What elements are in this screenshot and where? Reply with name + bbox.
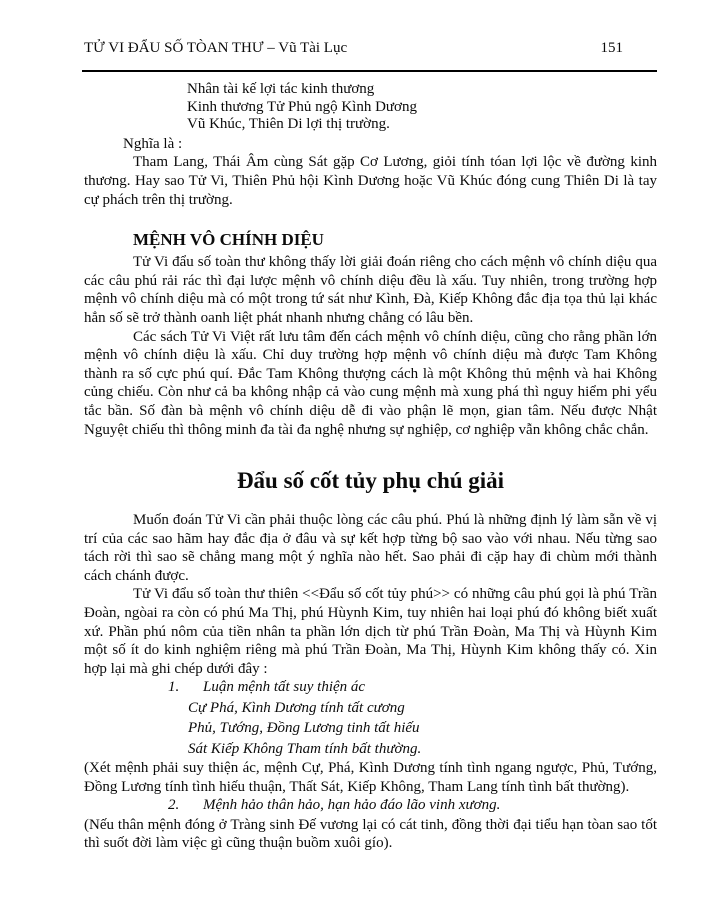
verse-line: Kinh thương Tử Phủ ngộ Kình Dương [187, 98, 417, 115]
numbered-item-1 [168, 678, 657, 698]
chapter-heading-dau-so-cot-tuy: Đẩu số cốt tủy phụ chú giải [236, 468, 505, 494]
page-number: 151 [600, 40, 623, 56]
section2-paragraph-2: Tử Vi đẩu số toàn thư thiên <<Đẩu số cốt tủy phú>> có những câu phú gọi là phú Trần Đoàn, ngòai ra còn có phú Ma Thị, phú Hùynh Kim, tuy nhiên hai loại phú đó không biết xuất xứ. Phần phú nôm của tiền nhân ta phần lớn dịch từ phú Trần Đoàn, Ma Thị và Hùynh Kim một số ít do kinh nghiệm riêng mà phú Trần Đoàn, Ma Thị, Hùynh Kim không thấy có. Xin hợp lại mà ghi chép dưới đây : [84, 586, 657, 677]
verse-line: Sát Kiếp Không Tham tính bất thường. [188, 740, 422, 757]
item-title: Luận mệnh tất suy thiện ác [203, 679, 366, 696]
opening-verse-block [187, 81, 657, 134]
section2-paragraph-1: Muốn đoán Tử Vi cần phải thuộc lòng các câu phú. Phú là những định lý làm sẵn về vị trí của các sao hãm hay đắc địa ở đâu và sự kết hợp từng bộ sao vào với nhau. Nếu từng sao tách rời thì sao sẽ chẳng mang một ý nghĩa nào hết. Sao phải đi cặp hay đi chùm mới thành cách chánh được. [84, 512, 657, 584]
intro-paragraph: Tham Lang, Thái Âm cùng Sát gặp Cơ Lương, giỏi tính tóan lợi lộc về đường kinh thương. Hay sao Tử Vi, Thiên Phủ hội Kình Dương hoặc Vũ Khúc đóng cung Thiên Di là tay cự phách trên thị trường. [84, 154, 657, 208]
page-header [84, 40, 657, 57]
item2-note: (Nếu thân mệnh đóng ở Tràng sinh Đế vương lại có cát tinh, đồng thời đại tiểu hạn tòan sao tốt thì suốt đời làm việc gì cũng thuận buồm xuôi gío). [84, 816, 657, 852]
verse-line: Cự Phá, Kình Dương tính tất cương [188, 699, 405, 716]
verse-line: Vũ Khúc, Thiên Di lợi thị trường. [187, 116, 390, 133]
item-number: 2. [168, 797, 180, 814]
numbered-item-2 [168, 796, 657, 816]
item-title: Mệnh hảo thân hảo, hạn hảo đáo lão vinh xương. [203, 797, 501, 814]
meaning-label: Nghĩa là : [123, 135, 183, 152]
item1-note: (Xét mệnh phải suy thiện ác, mệnh Cự, Phá, Kình Dương tính tình ngang ngược, Phủ, Tướng, Đồng Lương tính tình hiếu thuận, Thất Sát, Kiếp Không, Tham Lang tính tình bất thường). [84, 760, 657, 795]
section1-paragraph-2: Các sách Tử Vi Việt rất lưu tâm đến cách mệnh vô chính diệu, cũng cho rằng phần lớn mệnh vô chính diệu là xấu. Chỉ duy trường hợp mệnh vô chính diệu mà được Tam Không thành ra số cực phú quí. Đắc Tam Không thượng cách là một Không thủ mệnh và hai Không củng chiếu. Còn như cả ba không nhập cả vào cung mệnh mà xung phá thì nguy hiểm phi yểu tắc bần. Số đàn bà mệnh vô chính diệu dễ đi vào phận lẽ mọn, gian tâm. Nếu được Nhật Nguyệt chiếu thì thông minh đa tài đa nghệ nhưng sự nghiệp, cơ nghiệp vẫn không chắc chắn. [84, 328, 657, 438]
verse-line: Nhân tài kế lợi tác kinh thương [187, 81, 375, 97]
section-heading-menh-vo-chinh-dieu: MỆNH VÔ CHÍNH DIỆU [133, 230, 324, 250]
item1-verse-block [188, 698, 657, 759]
running-title: TỬ VI ĐẨU SỐ TÒAN THƯ – Vũ Tài Lục [84, 40, 348, 56]
header-rule [82, 70, 657, 72]
item-number: 1. [168, 679, 180, 696]
section1-paragraph-1: Tử Vi đẩu số toàn thư không thấy lời giải đoán riêng cho cách mệnh vô chính diệu qua các câu phú rải rác thì đại lược mệnh vô chính diệu đều là xấu. Tuy nhiên, trong trường hợp mệnh vô chính diệu mà có một trong tứ sát như Kình, Đà, Kiếp Không đắc địa tọa thủ lại khác hẳn số sẽ trở thành oanh liệt phát nhanh nhưng chẳng có lâu bền. [84, 254, 657, 326]
verse-line: Phủ, Tướng, Đồng Lương tinh tất hiếu [188, 720, 420, 737]
